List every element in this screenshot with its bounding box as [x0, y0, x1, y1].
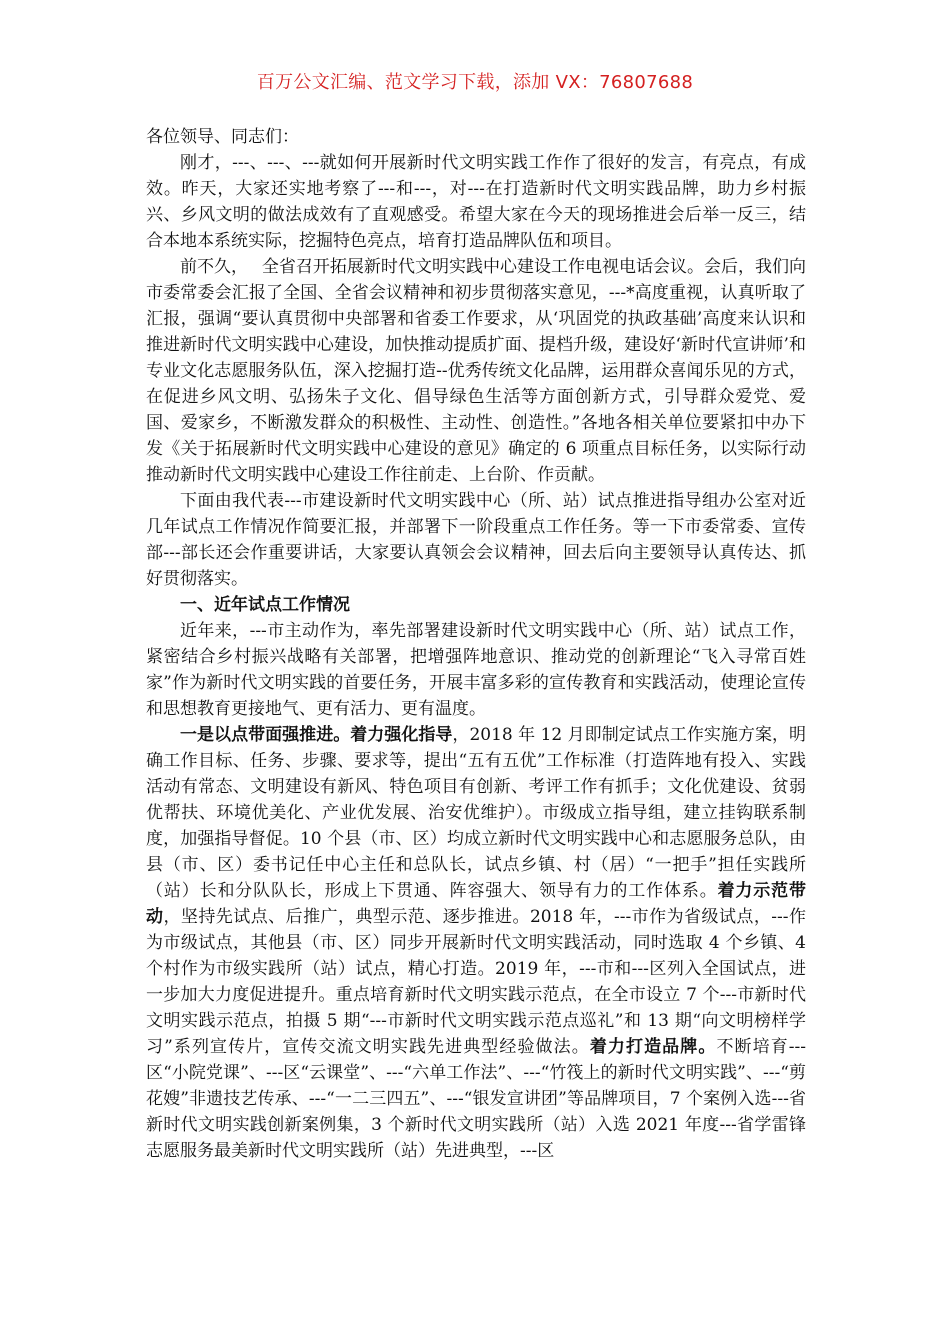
paragraph-2: 前不久， 全省召开拓展新时代文明实践中心建设工作电视电话会议。会后，我们向市委常委会汇报了全国、全省会议精神和初步贯彻落实意见，---*高度重视，认真听取了汇报，强调“要认真贯彻中央部署和省委工作要求，从‘巩固党的执政基础’高度来认识和推进新时代文明实践中心建设，加快推动提质扩面、提档升级，建设好‘新时代宣讲师’和专业文化志愿服务队伍，深入挖掘打造--优秀传统文化品牌，运用群众喜闻乐见的方式，在促进乡风文明、弘扬朱子文化、倡导绿色生活等方面创新方式，引导群众爱党、爱国、爱家乡，不断激发群众的积极性、主动性、创造性。”各地各相关单位要紧扣中办下发《关于拓展新时代文明实践中心建设的意见》确定的 6 项重点目标任务，以实际行动推动新时代文明实践中心建设工作往前走、上台阶、作贡献。 [146, 257, 806, 485]
bold-lead-2: 着力示范带动 [146, 881, 807, 927]
watermark-header: 百万公文汇编、范文学习下载，添加 VX：76807688 [256, 72, 694, 93]
greeting: 各位领导、同志们： [146, 127, 299, 147]
bold-lead-1: 一是以点带面强推进。着力强化指导 [180, 725, 453, 745]
section-heading-1: 一、近年试点工作情况 [180, 595, 350, 615]
paragraph-5-text-1: ，2018 年 12 月即制定试点工作实施方案，明确工作目标、任务、步骤、要求等，提出“五有五优”工作标准（打造阵地有投入、实践活动有常态、文明建设有新风、特色项目有创新、考评工作有抓手；文化优建设、贫弱优帮扶、环境优美化、产业优发展、治安优维护）。市级成立指导组，建立挂钩联系制度，加强指导督促。10 个县（市、区）均成立新时代文明实践中心和志愿服务总队，由县（市、区）委书记任中心主任和总队长，试点乡镇、村（居）“一把手”担任实践所（站）长和分队队长，形成上下贯通、阵容强大、领导有力的工作体系。 [146, 725, 806, 901]
paragraph-1: 刚才，---、---、---就如何开展新时代文明实践工作作了很好的发言，有亮点，有成效。昨天，大家还实地考察了---和---，对---在打造新时代文明实践品牌，助力乡村振兴、乡风文明的做法成效有了直观感受。希望大家在今天的现场推进会后举一反三，结合本地本系统实际，挖掘特色亮点，培育打造品牌队伍和项目。 [146, 153, 806, 251]
paragraph-5 [146, 722, 806, 1164]
paragraph-5-text-3: 不断培育---区“小院党课”、---区“云课堂”、---“六单工作法”、---“竹筏上的新时代文明实践”、---“剪花嫂”非遗技艺传承、---“一二三四五”、---“银发宣讲团”等品牌项目，7 个案例入选---省新时代文明实践创新案例集，3 个新时代文明实践所（站）入选 2021 年度---省学雷锋志愿服务最美新时代文明实践所（站）先进典型，---区 [146, 1037, 807, 1161]
paragraph-3: 下面由我代表---市建设新时代文明实践中心（所、站）试点推进指导组办公室对近几年试点工作情况作简要汇报，并部署下一阶段重点工作任务。等一下市委常委、宣传部---部长还会作重要讲话，大家要认真领会会议精神，回去后向主要领导认真传达、抓好贯彻落实。 [146, 491, 806, 589]
paragraph-5-text-2: ，坚持先试点、后推广，典型示范、逐步推进。2018 年，---市作为省级试点，---作为市级试点，其他县（市、区）同步开展新时代文明实践活动，同时选取 4 个乡镇、4 个村作为市级实践所（站）试点，精心打造。2019 年，---市和---区列入全国试点，进一步加大力度促进提升。重点培育新时代文明实践示范点，在全市设立 7 个---市新时代文明实践示范点，拍摄 5 期“---市新时代文明实践示范点巡礼”和 13 期“向文明榜样学习”系列宣传片，宣传交流文明实践先进典型经验做法。 [146, 907, 806, 1057]
document-body [146, 124, 806, 1164]
bold-lead-3: 着力打造品牌。 [589, 1037, 717, 1057]
paragraph-4: 近年来，---市主动作为，率先部署建设新时代文明实践中心（所、站）试点工作，紧密结合乡村振兴战略有关部署，把增强阵地意识、推动党的创新理论“飞入寻常百姓家”作为新时代文明实践的首要任务，开展丰富多彩的宣传教育和实践活动，使理论宣传和思想教育更接地气、更有活力、更有温度。 [146, 621, 806, 719]
